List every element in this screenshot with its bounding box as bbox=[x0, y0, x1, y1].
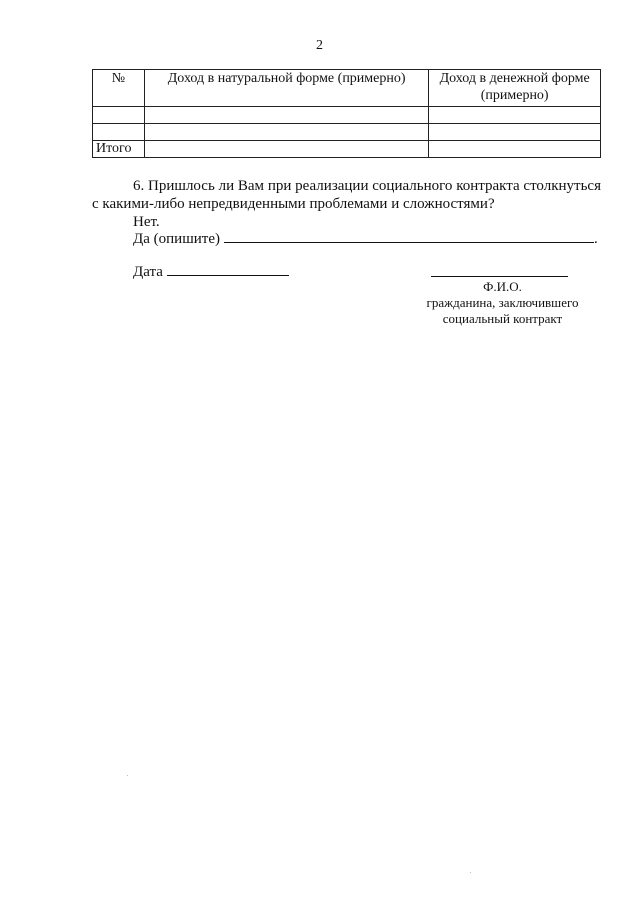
table-cell bbox=[429, 107, 601, 124]
table-cell bbox=[429, 141, 601, 158]
table-row bbox=[93, 107, 601, 124]
signature-line bbox=[431, 276, 568, 277]
column-header-in-kind-income: Доход в натуральной форме (примерно) bbox=[144, 70, 428, 107]
table-row bbox=[93, 124, 601, 141]
answer-option-yes-label: Да (опишите) bbox=[133, 231, 220, 247]
answer-option-yes bbox=[133, 230, 598, 248]
describe-fill-line bbox=[224, 230, 594, 243]
income-table bbox=[92, 69, 601, 158]
column-header-cash-income: Доход в денежной форме (примерно) bbox=[429, 70, 601, 107]
date-field bbox=[133, 263, 289, 281]
total-label: Итого bbox=[93, 141, 145, 158]
table-cell bbox=[144, 141, 428, 158]
signature-caption-line-2: социальный контракт bbox=[442, 311, 563, 326]
scan-speck bbox=[127, 775, 128, 776]
table-cell bbox=[93, 124, 145, 141]
date-label: Дата bbox=[133, 264, 163, 280]
signature-block bbox=[410, 279, 595, 327]
question-6-text: 6. Пришлось ли Вам при реализации социального контракта столкнуться с какими-либо непредвиденными проблемами и сложностями? bbox=[92, 178, 601, 212]
table-cell bbox=[429, 124, 601, 141]
signature-caption-line-1: гражданина, заключившего bbox=[426, 295, 579, 310]
table-cell bbox=[144, 124, 428, 141]
table-total-row bbox=[93, 141, 601, 158]
page-number: 2 bbox=[316, 38, 323, 53]
table-header-row bbox=[93, 70, 601, 107]
signature-name-label: Ф.И.О. bbox=[483, 279, 522, 294]
answer-option-yes-end: . bbox=[593, 231, 598, 247]
table-cell bbox=[93, 107, 145, 124]
scan-speck bbox=[470, 872, 471, 873]
date-fill-line bbox=[167, 263, 289, 276]
table-cell bbox=[144, 107, 428, 124]
column-header-number: № bbox=[93, 70, 145, 107]
answer-option-no: Нет. bbox=[133, 214, 160, 230]
